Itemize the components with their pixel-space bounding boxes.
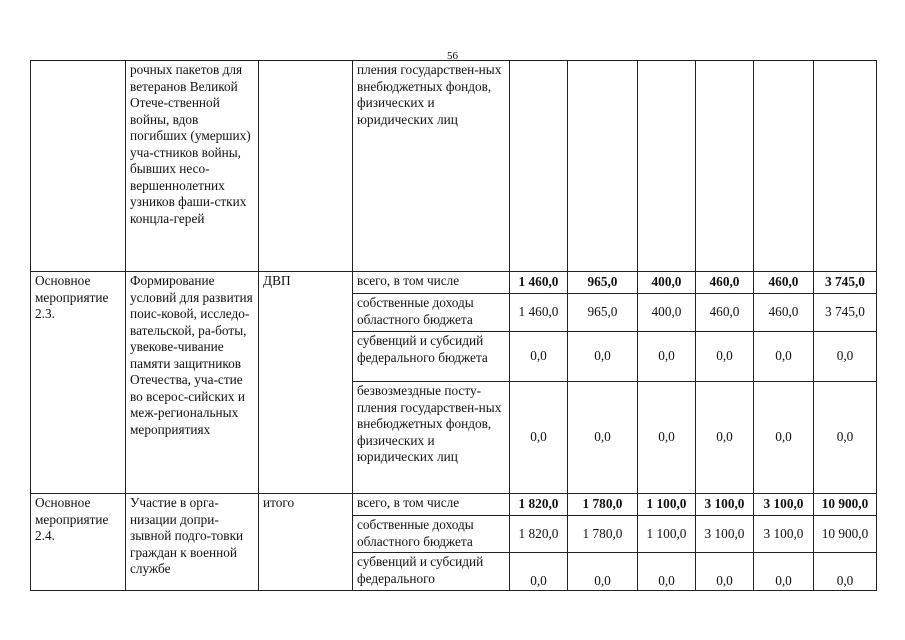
page-number: 56 (447, 50, 458, 62)
value-cell: 0,0 (754, 382, 814, 494)
value-cell: 0,0 (638, 332, 696, 382)
executor-cell (259, 61, 353, 272)
activity-cell: Формирование условий для развития поис-ковой, исследо-вательской, ра-боты, увекове-чивание памяти защитников Отечества, уча-стие во всерос-сийских и меж-региональных мероприятиях (126, 272, 259, 494)
value-cell: 1 100,0 (638, 494, 696, 516)
value-cell: 0,0 (696, 332, 754, 382)
table-row-continuation (31, 61, 877, 272)
funding-source-cell: всего, в том числе (353, 272, 510, 294)
value-cell (510, 61, 568, 272)
funding-source-cell: субвенций и субсидий федерального бюджета (353, 332, 510, 382)
executor-cell: итого (259, 494, 353, 591)
activity-cell: Участие в орга-низации допри-зывной подго-товки граждан к военной службе (126, 494, 259, 591)
funding-source-cell: пления государствен-ных внебюджетных фондов, физических и юридических лиц (353, 61, 510, 272)
value-cell (814, 61, 877, 272)
value-cell: 460,0 (696, 272, 754, 294)
funding-source-cell: собственные доходы областного бюджета (353, 516, 510, 553)
event-cell (31, 61, 126, 272)
value-cell: 460,0 (754, 294, 814, 332)
value-cell: 1 820,0 (510, 516, 568, 553)
value-cell: 460,0 (696, 294, 754, 332)
funding-source-cell: субвенций и субсидий федерального (353, 553, 510, 591)
value-cell: 0,0 (510, 382, 568, 494)
value-cell: 3 100,0 (696, 516, 754, 553)
funding-source-cell: безвозмездные посту-пления государствен-ных внебюджетных фондов, физических и юридических лиц (353, 382, 510, 494)
activity-cell: рочных пакетов для ветеранов Великой Отече-ственной войны, вдов погибших (умерших) уча-стников войны, бывших несо-вершеннолетних узников фаши-стких концла-герей (126, 61, 259, 272)
table-row (31, 494, 877, 516)
value-cell: 965,0 (568, 294, 638, 332)
event-cell: Основное мероприятие 2.4. (31, 494, 126, 591)
value-cell: 3 745,0 (814, 294, 877, 332)
value-cell: 1 100,0 (638, 516, 696, 553)
value-cell: 400,0 (638, 272, 696, 294)
value-cell: 0,0 (568, 332, 638, 382)
value-cell: 10 900,0 (814, 494, 877, 516)
value-cell: 1 460,0 (510, 272, 568, 294)
value-cell (638, 61, 696, 272)
value-cell: 3 100,0 (696, 494, 754, 516)
value-cell (696, 61, 754, 272)
value-cell (568, 61, 638, 272)
value-cell: 0,0 (754, 553, 814, 591)
value-cell: 0,0 (814, 332, 877, 382)
value-cell: 1 780,0 (568, 516, 638, 553)
event-cell: Основное мероприятие 2.3. (31, 272, 126, 494)
value-cell: 3 745,0 (814, 272, 877, 294)
value-cell: 0,0 (568, 382, 638, 494)
value-cell: 965,0 (568, 272, 638, 294)
value-cell: 1 820,0 (510, 494, 568, 516)
funding-source-cell: собственные доходы областного бюджета (353, 294, 510, 332)
value-cell: 0,0 (696, 382, 754, 494)
value-cell (754, 61, 814, 272)
value-cell: 3 100,0 (754, 516, 814, 553)
value-cell: 0,0 (814, 553, 877, 591)
value-cell: 0,0 (510, 332, 568, 382)
value-cell: 400,0 (638, 294, 696, 332)
funding-source-cell: всего, в том числе (353, 494, 510, 516)
table-row (31, 272, 877, 294)
value-cell: 0,0 (814, 382, 877, 494)
value-cell: 0,0 (638, 553, 696, 591)
value-cell: 0,0 (696, 553, 754, 591)
value-cell: 0,0 (754, 332, 814, 382)
value-cell: 0,0 (568, 553, 638, 591)
executor-cell: ДВП (259, 272, 353, 494)
value-cell: 3 100,0 (754, 494, 814, 516)
value-cell: 10 900,0 (814, 516, 877, 553)
budget-table (30, 60, 877, 591)
value-cell: 0,0 (510, 553, 568, 591)
value-cell: 1 460,0 (510, 294, 568, 332)
value-cell: 1 780,0 (568, 494, 638, 516)
value-cell: 460,0 (754, 272, 814, 294)
value-cell: 0,0 (638, 382, 696, 494)
